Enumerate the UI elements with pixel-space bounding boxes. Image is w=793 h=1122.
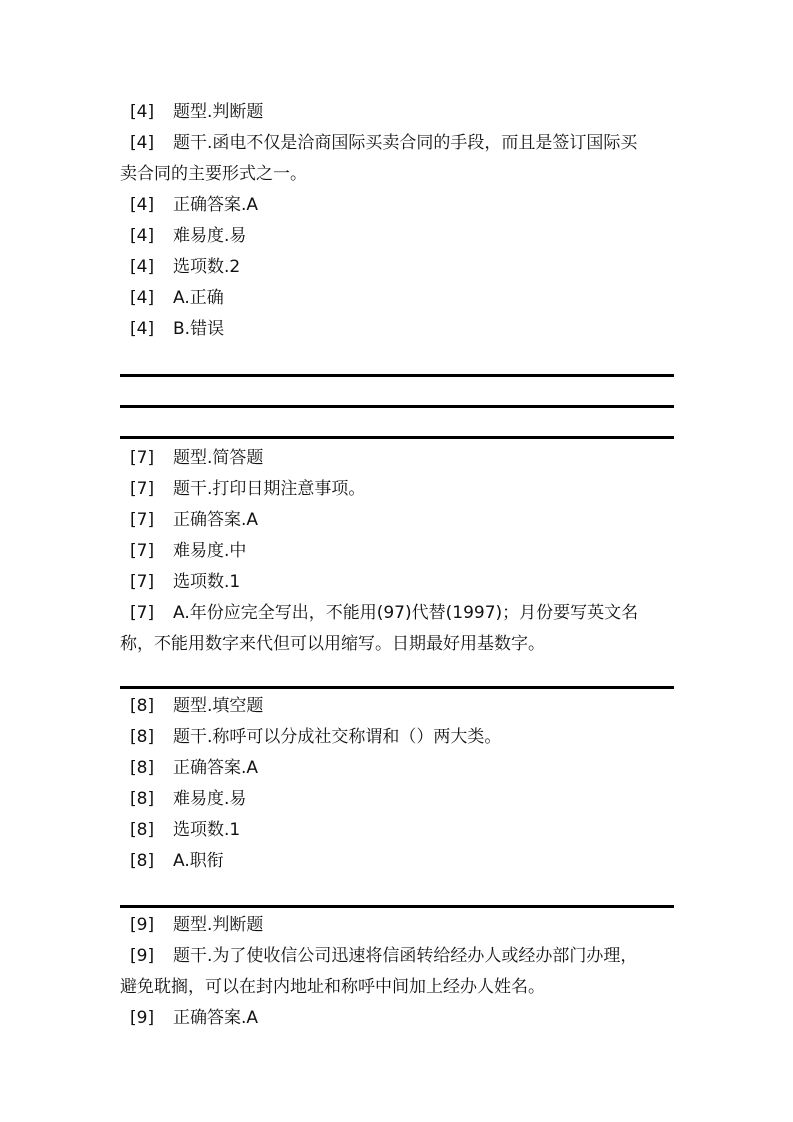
divider: [120, 905, 674, 908]
q7-type-line: [120, 443, 674, 474]
q8-type: 题型.填空题: [173, 696, 264, 716]
q7-tag: [7]: [130, 448, 155, 468]
question-list: [120, 97, 674, 1034]
q7-tag: [7]: [130, 510, 155, 530]
q7-option-count: 选项数.1: [173, 572, 241, 592]
divider: [120, 686, 674, 689]
q9-type: 题型.判断题: [173, 915, 264, 935]
q9-stem: 题干.为了使收信公司迅速将信函转给经办人或经办部门办理，: [173, 946, 638, 966]
q7-option-a-line: [120, 598, 674, 629]
q4-option-count-line: [120, 252, 674, 283]
q7-answer-line: [120, 505, 674, 536]
q8-type-line: [120, 691, 674, 722]
q4-tag: [4]: [130, 133, 155, 153]
q4-stem-line: [120, 128, 674, 159]
q7-tag: [7]: [130, 572, 155, 592]
q8-answer: 正确答案.A: [173, 758, 259, 778]
question-4: [120, 97, 674, 345]
q7-option-count-line: [120, 567, 674, 598]
q4-stem: 题干.函电不仅是洽商国际买卖合同的手段，而且是签订国际买: [173, 133, 638, 153]
q8-tag: [8]: [130, 789, 155, 809]
q9-type-line: [120, 910, 674, 941]
q9-stem-continuation: 避免耽搁，可以在封内地址和称呼中间加上经办人姓名。: [120, 977, 545, 997]
q4-option-a: A.正确: [173, 288, 224, 308]
q8-stem-line: [120, 722, 674, 753]
question-7: [120, 443, 674, 660]
q4-answer-line: [120, 190, 674, 221]
q8-option-count-line: [120, 815, 674, 846]
q8-tag: [8]: [130, 820, 155, 840]
q9-tag: [9]: [130, 915, 155, 935]
q4-tag: [4]: [130, 226, 155, 246]
q8-stem: 题干.称呼可以分成社交称谓和（）两大类。: [173, 727, 502, 747]
q8-answer-line: [120, 753, 674, 784]
q4-answer: 正确答案.A: [173, 195, 259, 215]
q4-type: 题型.判断题: [173, 102, 264, 122]
q7-difficulty: 难易度.中: [173, 541, 247, 561]
q9-tag: [9]: [130, 946, 155, 966]
question-8: [120, 691, 674, 877]
q4-option-count: 选项数.2: [173, 257, 241, 277]
q9-tag: [9]: [130, 1008, 155, 1028]
q7-tag: [7]: [130, 603, 155, 623]
q4-stem-continuation: 卖合同的主要形式之一。: [120, 164, 307, 184]
q8-tag: [8]: [130, 727, 155, 747]
q8-option-a: A.职衔: [173, 851, 224, 871]
q8-difficulty-line: [120, 784, 674, 815]
q7-stem-line: [120, 474, 674, 505]
question-9: [120, 910, 674, 1034]
q7-option-a: A.年份应完全写出，不能用(97)代替(1997)；月份要写英文名: [173, 603, 639, 623]
q8-tag: [8]: [130, 758, 155, 778]
q4-tag: [4]: [130, 257, 155, 277]
q7-stem: 题干.打印日期注意事项。: [173, 479, 366, 499]
q8-option-count: 选项数.1: [173, 820, 241, 840]
q4-difficulty-line: [120, 221, 674, 252]
q7-tag: [7]: [130, 479, 155, 499]
q4-option-b: B.错误: [173, 319, 225, 339]
q8-option-a-line: [120, 846, 674, 877]
q8-tag: [8]: [130, 696, 155, 716]
divider: [120, 405, 674, 408]
q7-answer: 正确答案.A: [173, 510, 259, 530]
q7-tag: [7]: [130, 541, 155, 561]
q4-tag: [4]: [130, 319, 155, 339]
q4-option-b-line: [120, 314, 674, 345]
q7-option-a-continuation: 称，不能用数字来代但可以用缩写。日期最好用基数字。: [120, 634, 545, 654]
q7-type: 题型.简答题: [173, 448, 264, 468]
q8-difficulty: 难易度.易: [173, 789, 247, 809]
q8-tag: [8]: [130, 851, 155, 871]
q7-difficulty-line: [120, 536, 674, 567]
q4-type-line: [120, 97, 674, 128]
q4-tag: [4]: [130, 288, 155, 308]
q4-option-a-line: [120, 283, 674, 314]
q9-answer: 正确答案.A: [173, 1008, 259, 1028]
q4-tag: [4]: [130, 195, 155, 215]
divider: [120, 374, 674, 377]
q4-tag: [4]: [130, 102, 155, 122]
divider: [120, 436, 674, 439]
q4-difficulty: 难易度.易: [173, 226, 247, 246]
q9-answer-line: [120, 1003, 674, 1034]
q9-stem-line: [120, 941, 674, 972]
